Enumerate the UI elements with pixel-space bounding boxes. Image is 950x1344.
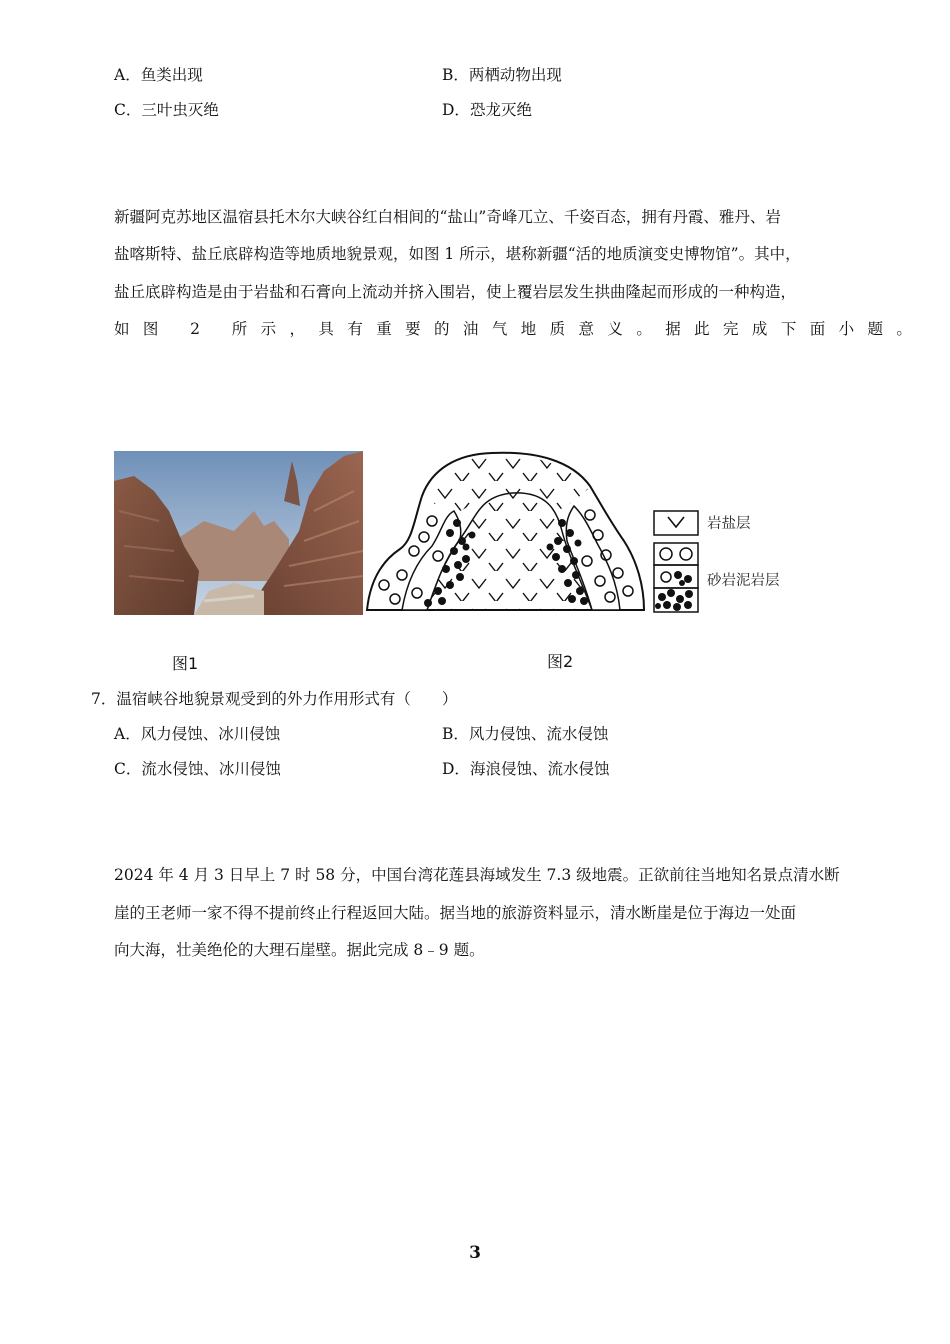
passage-line: 向大海，壮美绝伦的大理石崖壁。据此完成 8﹣9 题。 <box>114 941 485 959</box>
legend-label-rock-salt: 岩盐层 <box>707 516 751 532</box>
q7-option-a[interactable] <box>114 722 280 744</box>
passage-line: 崖的王老师一家不得不提前终止行程返回大陆。据当地的旅游资料显示，清水断崖是位于海边一处面 <box>114 904 797 922</box>
salt-diapir-diagram <box>362 451 702 620</box>
option-text: 恐龙灭绝 <box>469 101 532 119</box>
passage-line: 盐丘底辟构造是由于岩盐和石膏向上流动并挤入围岩，使上覆岩层发生拱曲隆起而形成的一种构造， <box>114 283 797 301</box>
option-d <box>442 98 532 120</box>
option-letter: C． <box>114 760 142 778</box>
option-letter: A． <box>114 66 141 84</box>
option-letter: D． <box>442 760 470 778</box>
option-text: 海浪侵蚀、流水侵蚀 <box>469 760 610 778</box>
q7-option-d[interactable] <box>442 757 609 779</box>
question-7-stem: 7．温宿峡谷地貌景观受到的外力作用形式有（ ） <box>91 690 458 708</box>
passage-line: 盐喀斯特、盐丘底辟构造等地质地貌景观，如图 1 所示，堪称新疆“活的地质演变史博物馆”。其中， <box>114 245 801 263</box>
q7-option-c[interactable] <box>114 757 281 779</box>
option-letter: B． <box>442 66 469 84</box>
page-number: 3 <box>469 1243 481 1263</box>
option-letter: A． <box>114 725 141 743</box>
option-text: 三叶虫灭绝 <box>141 101 219 119</box>
figure-2-label: 图2 <box>547 652 574 671</box>
figure-1-label: 图1 <box>172 654 199 673</box>
option-text: 两栖动物出现 <box>468 66 562 84</box>
option-letter: B． <box>442 725 469 743</box>
passage-line: 如图 2 所示，具有重要的油气地质意义。据此完成下面小题。 <box>114 320 926 338</box>
option-text: 风力侵蚀、流水侵蚀 <box>468 725 609 743</box>
option-b <box>442 63 562 85</box>
option-c <box>114 98 219 120</box>
canyon-photo <box>114 451 363 615</box>
option-text: 流水侵蚀、冰川侵蚀 <box>141 760 281 778</box>
option-letter: C． <box>114 101 142 119</box>
legend-label-sandstone-mudstone: 砂岩泥岩层 <box>707 573 780 589</box>
option-a <box>114 63 203 85</box>
q7-option-b[interactable] <box>442 722 608 744</box>
option-letter: D． <box>442 101 470 119</box>
passage-line: 2024 年 4 月 3 日早上 7 时 58 分，中国台湾花莲县海域发生 7.3 级地震。正欲前往当地知名景点清水断 <box>114 866 840 884</box>
option-text: 鱼类出现 <box>140 66 203 84</box>
option-text: 风力侵蚀、冰川侵蚀 <box>140 725 281 743</box>
passage-line: 新疆阿克苏地区温宿县托木尔大峡谷红白相间的“盐山”奇峰兀立、千姿百态，拥有丹霞、雅丹、岩 <box>114 208 781 226</box>
